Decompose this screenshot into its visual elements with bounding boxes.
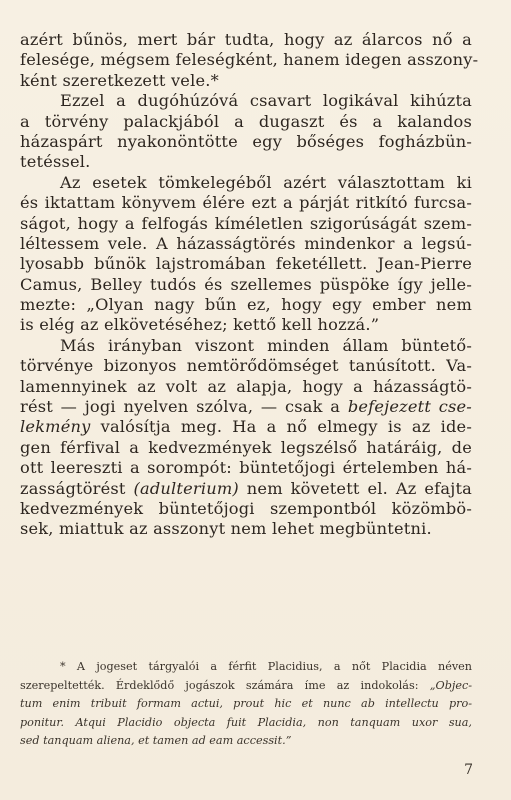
text-line: ságot, hogy a felfogás kíméletlen szigorúságát szem- — [20, 213, 472, 233]
italic-phrase: sed tanquam aliena, et tamen ad eam accessit.” — [20, 734, 292, 748]
text-line: sek, miattuk az asszonyt nem lehet megbüntetni. — [20, 519, 432, 539]
text-line: Camus, Belley tudós és szellemes püspöke így jelle- — [20, 274, 472, 294]
text-segment: rést — jogi nyelven szólva, — csak a — [20, 397, 348, 417]
text-line: lamennyinek az volt az alapja, hogy a házasságtö- — [20, 376, 472, 396]
text-segment: zasságtörést — [20, 478, 134, 498]
footnote — [20, 658, 472, 751]
text-line: ként szeretkezett vele.* — [20, 70, 219, 90]
page-number: 7 — [464, 762, 473, 778]
text-line: ott leereszti a sorompót: büntetőjogi értelemben há- — [20, 458, 472, 478]
text-line: tetéssel. — [20, 152, 91, 172]
italic-phrase: ponitur. Atqui Placidio objecta fuit Placidia, non tanquam uxor sua, — [20, 715, 472, 729]
text-line: lyosabb bűnök lajstromában feketéllett. Jean-Pierre — [20, 254, 472, 274]
text-line: Ezzel a dugóhúzóvá csavart logikával kihúzta — [60, 91, 472, 111]
text-line: léltessem vele. A házasságtörés mindenkor a legsú- — [20, 233, 472, 253]
body-text — [20, 30, 479, 540]
footnote-line — [20, 677, 472, 696]
footnote-line — [20, 714, 472, 733]
text-line: felesége, mégsem feleségként, hanem idegen asszony- — [20, 50, 479, 70]
italic-phrase: „Objec- — [429, 678, 472, 692]
footnote-line — [20, 732, 472, 751]
text-segment: valósítja meg. Ha a nő elmegy is az ide- — [90, 417, 472, 437]
text-line: kedvezmények büntetőjogi szempontból közömbö- — [20, 498, 472, 518]
text-line: Az esetek tömkelegéből azért választottam ki — [60, 172, 472, 192]
text-line: azért bűnös, mert bár tudta, hogy az álarcos nő a — [20, 30, 472, 49]
text-segment: nem követett el. Az efajta — [238, 478, 473, 498]
text-line: Más irányban viszont minden állam büntető- — [60, 335, 472, 355]
italic-phrase: befejezett cse- — [347, 397, 472, 417]
text-line: gen férfival a kedvezmények legszélső határáig, de — [20, 437, 472, 457]
text-segment: szerepeltették. Érdeklődő jogászok számára íme az indokolás: — [20, 678, 430, 692]
footnote-line — [20, 695, 472, 714]
text-line: is elég az elkövetéséhez; kettő kell hozzá.” — [20, 315, 380, 335]
text-line: mezte: „Olyan nagy bűn ez, hogy egy ember nem — [20, 295, 472, 315]
text-line: a törvény palackjából a dugaszt és a kalandos — [20, 111, 472, 131]
text-line: és iktattam könyvem élére ezt a párját ritkító furcsa- — [20, 193, 472, 213]
italic-phrase: (adulterium) — [133, 478, 239, 498]
text-line — [20, 397, 472, 417]
text-line — [20, 417, 472, 437]
text-line: házaspárt nyakonöntötte egy bőséges fogházbün- — [20, 131, 472, 151]
text-line — [20, 479, 472, 499]
text-line: törvénye bizonyos nemtörődömséget tanúsított. Va- — [20, 356, 472, 376]
footnote-line: * A jogeset tárgyalói a férfit Placidius, a nőt Placidia néven — [60, 660, 472, 673]
italic-phrase: lekmény — [20, 417, 91, 437]
italic-phrase: tum enim tribuit formam actui, prout hic et nunc ab intellectu pro- — [20, 697, 472, 711]
